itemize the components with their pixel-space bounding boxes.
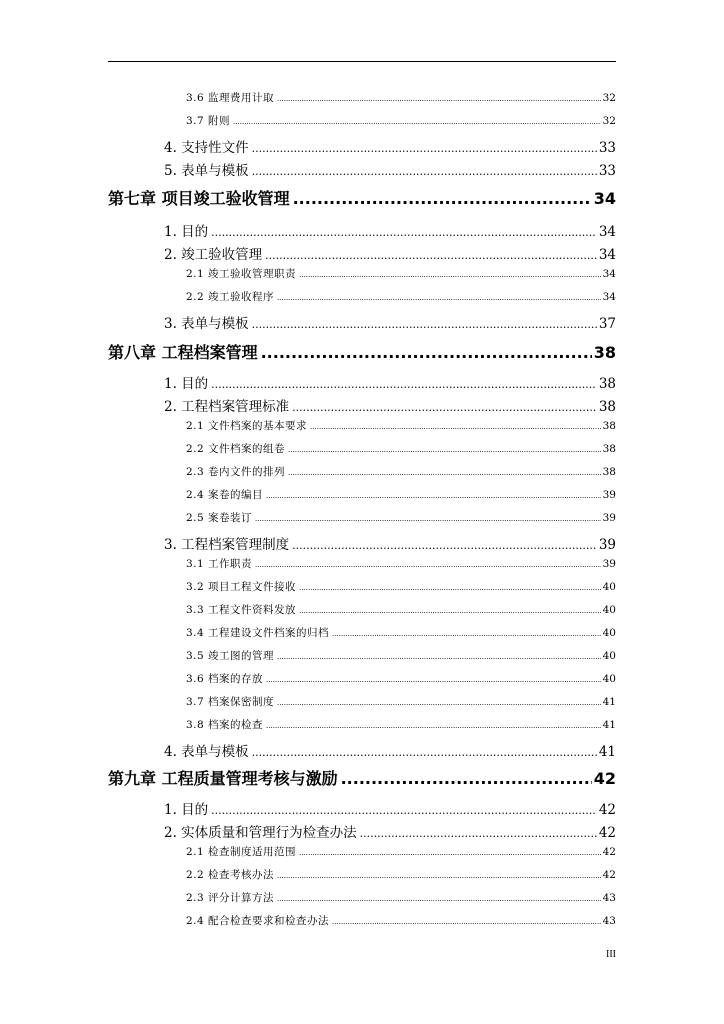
toc-entry-page-number: 42 <box>602 846 616 858</box>
toc-dot-leader <box>277 95 601 103</box>
toc-entry[interactable] <box>186 510 616 525</box>
toc-dot-leader <box>211 226 597 239</box>
toc-entry-title: 3.5 竣工图的管理 <box>186 650 275 662</box>
toc-entry-page-number: 40 <box>602 581 616 593</box>
toc-entry-title: 3.7 档案保密制度 <box>186 696 275 708</box>
toc-entry[interactable] <box>164 220 616 240</box>
toc-entry-page-number: 42 <box>602 869 616 881</box>
toc-entry[interactable] <box>164 159 616 179</box>
toc-dot-leader <box>211 804 597 817</box>
toc-entry-page-number: 41 <box>602 696 616 708</box>
toc-entry-title: 2.1 文件档案的基本要求 <box>186 420 308 432</box>
toc-dot-leader <box>288 446 601 454</box>
toc-dot-leader <box>252 746 597 759</box>
toc-entry[interactable] <box>164 395 616 415</box>
toc-entry-page-number: 40 <box>602 650 616 662</box>
toc-entry-title: 2.4 配合检查要求和检查办法 <box>186 915 330 927</box>
toc-entry[interactable] <box>164 136 616 156</box>
toc-entry-title: 2.3 评分计算方法 <box>186 892 275 904</box>
toc-entry-title: 3.1 工作职责 <box>186 558 253 570</box>
toc-entry-title: 4. 支持性文件 <box>164 140 249 156</box>
toc-entry[interactable] <box>186 418 616 433</box>
toc-entry-page-number: 41 <box>602 719 616 731</box>
toc-entry-page-number: 39 <box>598 537 616 553</box>
toc-dot-leader <box>265 249 597 262</box>
toc-dot-leader <box>288 469 601 477</box>
toc-entry[interactable] <box>164 533 616 553</box>
toc-entry-title: 3.6 档案的存放 <box>186 673 264 685</box>
toc-dot-leader <box>299 584 601 592</box>
toc-dot-leader <box>252 318 597 331</box>
toc-entry[interactable] <box>186 113 616 128</box>
toc-entry-title: 3.3 工程文件资料发放 <box>186 604 297 616</box>
toc-entry-page-number: 38 <box>598 399 616 415</box>
toc-entry-title: 2.1 竣工验收管理职责 <box>186 268 297 280</box>
toc-entry[interactable] <box>186 441 616 456</box>
toc-entry[interactable] <box>164 312 616 332</box>
toc-entry[interactable] <box>186 648 616 663</box>
toc-entry-title: 第八章 工程档案管理 <box>108 343 258 362</box>
toc-dot-leader <box>299 271 601 279</box>
toc-entry-page-number: 38 <box>593 343 616 362</box>
toc-entry-title: 1. 目的 <box>164 224 209 240</box>
toc-dot-leader <box>252 142 597 155</box>
header-rule <box>108 61 616 62</box>
toc-dot-leader <box>292 401 597 414</box>
toc-entry-title: 2.2 竣工验收程序 <box>186 291 275 303</box>
toc-entry[interactable] <box>186 671 616 686</box>
toc-entry[interactable] <box>186 464 616 479</box>
toc-entry-title: 1. 目的 <box>164 376 209 392</box>
toc-entry-title: 1. 目的 <box>164 802 209 818</box>
toc-dot-leader <box>310 423 601 431</box>
toc-dot-leader <box>332 630 601 638</box>
toc-entry-page-number: 33 <box>598 163 616 179</box>
toc-entry-title: 2.2 检查考核办法 <box>186 869 275 881</box>
toc-entry[interactable] <box>186 694 616 709</box>
toc-entry-page-number: 40 <box>602 627 616 639</box>
toc-dot-leader <box>277 872 601 880</box>
toc-entry-page-number: 42 <box>593 769 616 788</box>
toc-dot-leader <box>360 827 597 840</box>
toc-entry-page-number: 39 <box>602 558 616 570</box>
toc-entry-title: 2. 工程档案管理标准 <box>164 399 290 415</box>
toc-entry-title: 5. 表单与模板 <box>164 163 249 179</box>
toc-dot-leader <box>261 343 592 362</box>
toc-dot-leader <box>299 849 601 857</box>
toc-dot-leader <box>341 769 592 788</box>
toc-entry-page-number: 39 <box>602 489 616 501</box>
toc-entry-title: 3.2 项目工程文件接收 <box>186 581 297 593</box>
toc-entry-page-number: 42 <box>598 825 616 841</box>
toc-entry-page-number: 43 <box>602 892 616 904</box>
toc-entry-page-number: 43 <box>602 915 616 927</box>
toc-entry-page-number: 38 <box>602 443 616 455</box>
toc-dot-leader <box>277 895 601 903</box>
toc-dot-leader <box>255 561 601 569</box>
toc-entry[interactable] <box>108 186 616 209</box>
toc-entry-title: 3.8 档案的检查 <box>186 719 264 731</box>
toc-entry-title: 第七章 项目竣工验收管理 <box>108 189 290 208</box>
toc-entry-title: 2.5 案卷装订 <box>186 512 253 524</box>
toc-entry[interactable] <box>164 740 616 760</box>
toc-dot-leader <box>299 607 601 615</box>
toc-dot-leader <box>277 294 601 302</box>
toc-entry-page-number: 34 <box>593 189 616 208</box>
toc-entry-title: 3.7 附则 <box>186 115 231 127</box>
toc-dot-leader <box>255 515 601 523</box>
toc-entry-page-number: 40 <box>602 673 616 685</box>
toc-entry[interactable] <box>186 602 616 617</box>
toc-entry-page-number: 34 <box>602 291 616 303</box>
toc-entry[interactable] <box>186 579 616 594</box>
toc-entry[interactable] <box>186 266 616 281</box>
toc-entry-title: 4. 表单与模板 <box>164 744 249 760</box>
toc-entry-page-number: 32 <box>602 92 616 104</box>
toc-entry-title: 2. 竣工验收管理 <box>164 247 263 263</box>
toc-entry-title: 2.1 检查制度适用范围 <box>186 846 297 858</box>
toc-dot-leader <box>277 699 601 707</box>
toc-entry-page-number: 32 <box>602 115 616 127</box>
toc-entry-title: 2.3 卷内文件的排列 <box>186 466 286 478</box>
toc-entry[interactable] <box>186 844 616 859</box>
toc-entry[interactable] <box>108 766 616 789</box>
toc-dot-leader <box>277 653 601 661</box>
toc-entry-page-number: 40 <box>602 604 616 616</box>
toc-entry[interactable] <box>164 798 616 818</box>
toc-entry[interactable] <box>186 717 616 732</box>
toc-entry-title: 3. 表单与模板 <box>164 316 249 332</box>
toc-dot-leader <box>211 378 597 391</box>
toc-entry-title: 3.4 工程建设文件档案的归档 <box>186 627 330 639</box>
toc-entry-page-number: 38 <box>598 376 616 392</box>
toc-entry[interactable] <box>186 556 616 571</box>
toc-entry[interactable] <box>186 487 616 502</box>
toc-entry-title: 2.2 文件档案的组卷 <box>186 443 286 455</box>
toc-dot-leader <box>266 722 601 730</box>
toc-dot-leader <box>233 118 601 126</box>
toc-entry[interactable] <box>186 913 616 928</box>
toc-dot-leader <box>266 676 601 684</box>
toc-entry-title: 3.6 监理费用计取 <box>186 92 275 104</box>
toc-entry[interactable] <box>186 625 616 640</box>
toc-entry-title: 2.4 案卷的编目 <box>186 489 264 501</box>
toc-entry-page-number: 37 <box>598 316 616 332</box>
toc-dot-leader <box>266 492 601 500</box>
toc-entry-page-number: 41 <box>598 744 616 760</box>
toc-entry[interactable] <box>186 90 616 105</box>
toc-entry-page-number: 34 <box>598 247 616 263</box>
toc-dot-leader <box>252 165 597 178</box>
toc-entry[interactable] <box>164 372 616 392</box>
toc-entry-page-number: 33 <box>598 140 616 156</box>
toc-entry[interactable] <box>186 890 616 905</box>
toc-entry[interactable] <box>186 289 616 304</box>
toc-dot-leader <box>332 918 601 926</box>
toc-entry-title: 3. 工程档案管理制度 <box>164 537 290 553</box>
toc-entry[interactable] <box>186 867 616 882</box>
toc-entry-title: 2. 实体质量和管理行为检查办法 <box>164 825 357 841</box>
toc-entry[interactable] <box>108 340 616 363</box>
toc-entry-page-number: 34 <box>598 224 616 240</box>
toc-entry-page-number: 39 <box>602 512 616 524</box>
toc-entry[interactable] <box>164 243 616 263</box>
toc-entry-page-number: 38 <box>602 420 616 432</box>
toc-entry[interactable] <box>164 821 616 841</box>
toc-entry-page-number: 34 <box>602 268 616 280</box>
toc-entry-page-number: 42 <box>598 802 616 818</box>
toc-entry-title: 第九章 工程质量管理考核与激励 <box>108 769 338 788</box>
page-number: III <box>606 949 616 960</box>
toc-dot-leader <box>293 189 592 208</box>
toc-dot-leader <box>292 539 597 552</box>
toc-entry-page-number: 38 <box>602 466 616 478</box>
